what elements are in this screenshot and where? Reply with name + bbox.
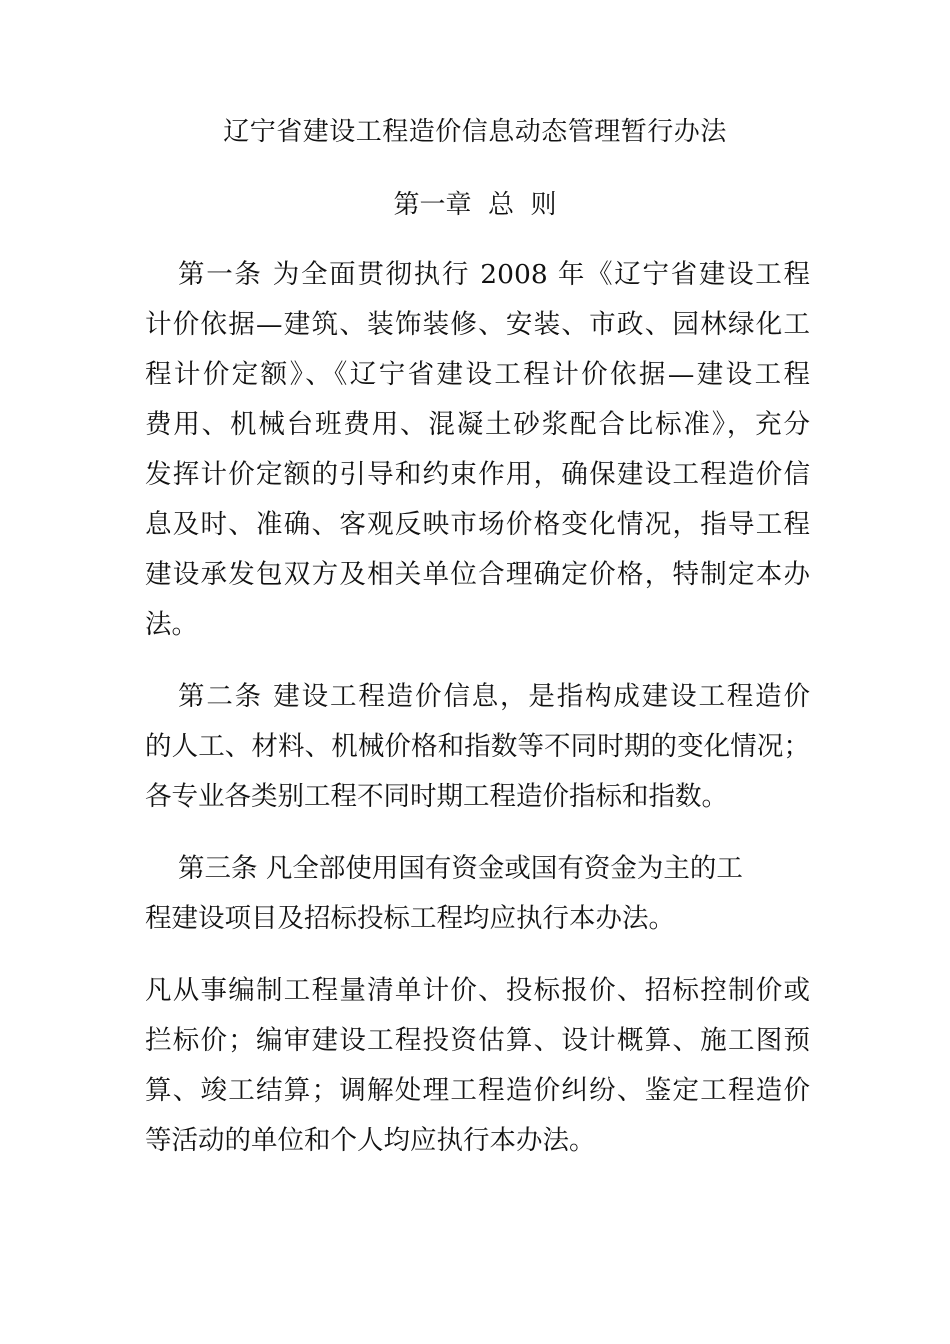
paragraph-line: 算、竣工结算；调解处理工程造价纠纷、鉴定工程造价 [145, 1075, 810, 1106]
paragraph-line: 发挥计价定额的引导和约束作用，确保建设工程造价信 [145, 459, 810, 490]
paragraph-line: 等活动的单位和个人均应执行本办法。 [145, 1125, 596, 1156]
paragraph-line: 各专业各类别工程不同时期工程造价指标和指数。 [145, 781, 728, 812]
document-title: 辽宁省建设工程造价信息动态管理暂行办法 [223, 117, 727, 147]
paragraph-line: 的人工、材料、机械价格和指数等不同时期的变化情况； [145, 731, 810, 762]
paragraph-line: 法。 [145, 609, 198, 640]
article-3-paragraph [145, 844, 810, 944]
article-2-paragraph [145, 672, 810, 822]
paragraph-line: 凡从事编制工程量清单计价、投标报价、招标控制价或 [145, 975, 810, 1006]
scope-paragraph [145, 966, 810, 1166]
paragraph-line: 计价依据—建筑、装饰装修、安装、市政、园林绿化工 [145, 309, 810, 340]
paragraph-line: 第二条 建设工程造价信息，是指构成建设工程造价 [178, 681, 810, 712]
paragraph-line: 息及时、准确、客观反映市场价格变化情况，指导工程 [145, 509, 810, 540]
paragraph-line: 第三条 凡全部使用国有资金或国有资金为主的工 [178, 853, 743, 884]
paragraph-line: 第一条 为全面贯彻执行 2008 年《辽宁省建设工程 [178, 259, 810, 290]
paragraph-line: 费用、机械台班费用、混凝土砂浆配合比标准》，充分 [145, 409, 810, 440]
chapter-heading: 第一章 总 则 [393, 190, 557, 220]
paragraph-line: 程计价定额》、《辽宁省建设工程计价依据—建设工程 [145, 359, 810, 390]
paragraph-line: 拦标价；编审建设工程投资估算、设计概算、施工图预 [145, 1025, 810, 1056]
article-1-paragraph [145, 250, 810, 650]
paragraph-line: 建设承发包双方及相关单位合理确定价格，特制定本办 [145, 559, 810, 590]
paragraph-line: 程建设项目及招标投标工程均应执行本办法。 [145, 903, 675, 934]
